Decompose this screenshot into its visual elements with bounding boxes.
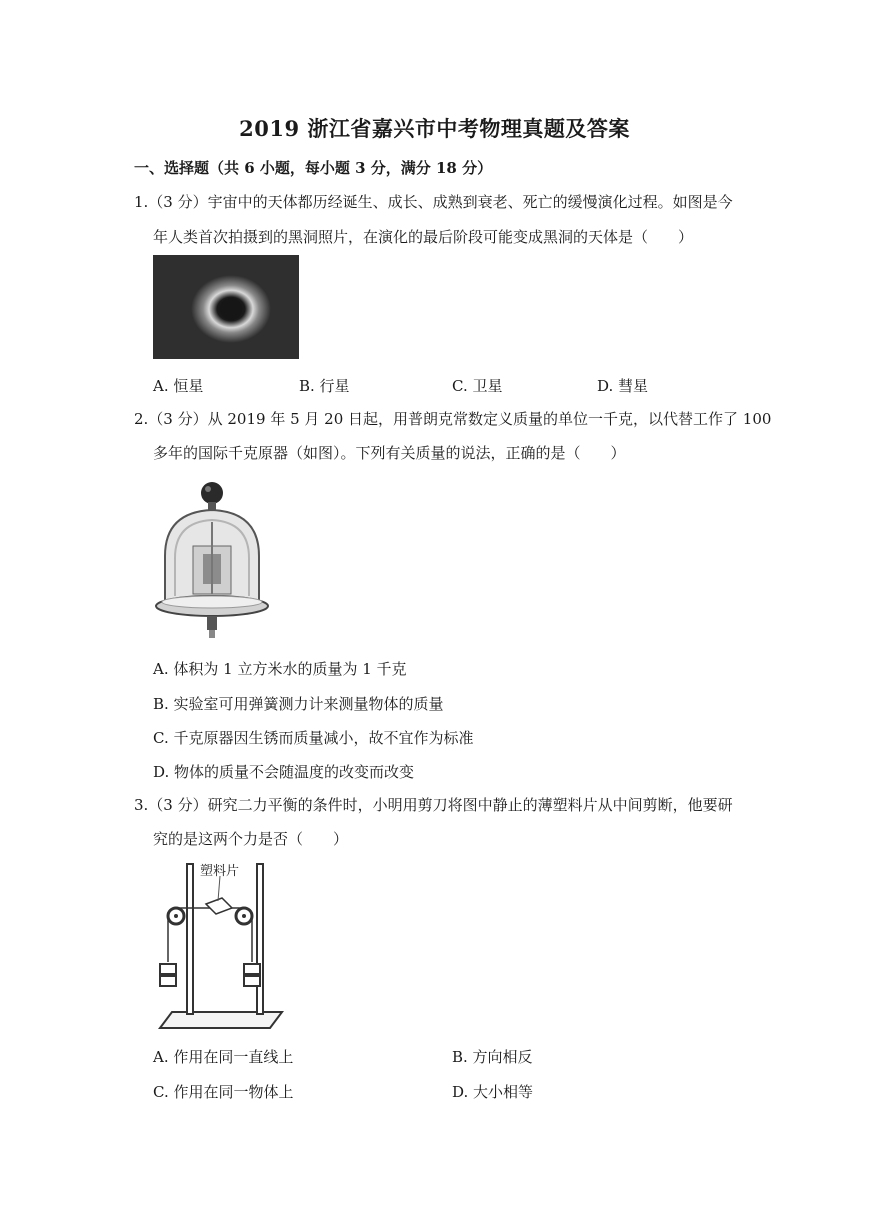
q3-option-c[interactable]: C. 作用在同一物体上: [153, 1083, 294, 1101]
kilogram-prototype-photo: [153, 476, 273, 641]
q1-option-b[interactable]: B. 行星: [299, 377, 350, 395]
q3-option-d[interactable]: D. 大小相等: [452, 1083, 534, 1101]
q3-option-a[interactable]: A. 作用在同一直线上: [153, 1048, 294, 1066]
q2-option-a[interactable]: A. 体积为 1 立方米水的质量为 1 千克: [153, 660, 407, 678]
question-3-line-1: 3.（3 分）研究二力平衡的条件时，小明用剪刀将图中静止的薄塑料片从中间剪断，他要研: [134, 796, 733, 814]
question-2-line-2: 多年的国际千克原器（如图）。下列有关质量的说法，正确的是（ ）: [153, 444, 626, 462]
q3-option-b[interactable]: B. 方向相反: [452, 1048, 533, 1066]
q1-option-d[interactable]: D. 彗星: [597, 377, 649, 395]
question-1-line-2: 年人类首次拍摄到的黑洞照片，在演化的最后阶段可能变成黑洞的天体是（ ）: [153, 228, 694, 246]
q2-option-d[interactable]: D. 物体的质量不会随温度的改变而改变: [153, 763, 415, 781]
question-3-line-2: 究的是这两个力是否（ ）: [153, 830, 349, 848]
document-title: 2019 浙江省嘉兴市中考物理真题及答案: [239, 116, 630, 141]
section-heading: 一、选择题（共 6 小题，每小题 3 分，满分 18 分）: [134, 159, 493, 177]
black-hole-photo: [153, 255, 299, 359]
figure-label-plastic-card: 塑料片: [200, 864, 240, 879]
q1-option-a[interactable]: A. 恒星: [153, 377, 204, 395]
q2-option-b[interactable]: B. 实验室可用弹簧测力计来测量物体的质量: [153, 695, 444, 713]
force-balance-apparatus-figure: [150, 858, 290, 1036]
q1-option-c[interactable]: C. 卫星: [452, 377, 503, 395]
question-1-line-1: 1.（3 分）宇宙中的天体都历经诞生、成长、成熟到衰老、死亡的缓慢演化过程。如图是今: [134, 193, 733, 211]
question-2-line-1: 2.（3 分）从 2019 年 5 月 20 日起，用普朗克常数定义质量的单位一千克，以代替工作了 100: [134, 410, 772, 428]
q2-option-c[interactable]: C. 千克原器因生锈而质量减小，故不宜作为标准: [153, 729, 474, 747]
